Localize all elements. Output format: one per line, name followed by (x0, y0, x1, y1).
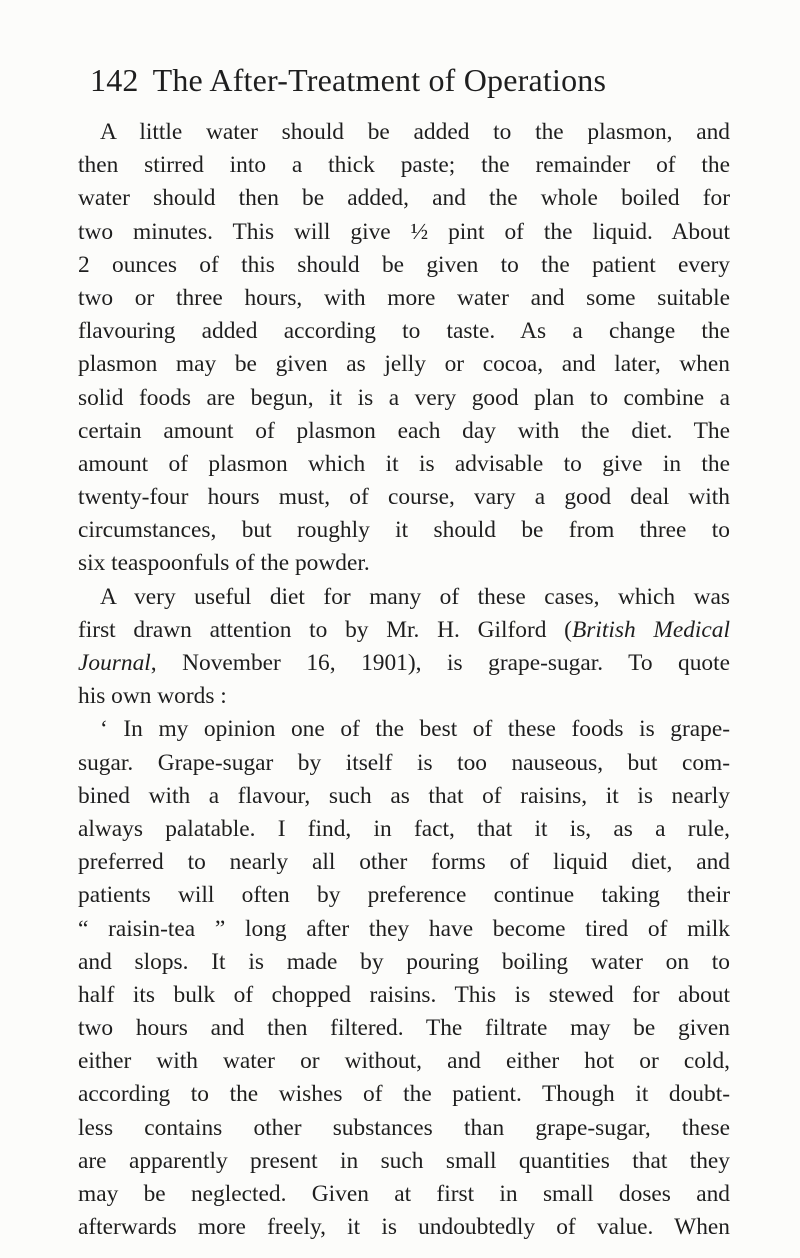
text-line: A very useful diet for many of these cases, which was (100, 583, 730, 610)
text-line: according to the wishes of the patient. Though it doubt- (78, 1081, 730, 1108)
text-line: two hours and then filtered. The filtrate may be given (78, 1015, 730, 1042)
text-line: circumstances, but roughly it should be from three to (78, 517, 730, 544)
text-line: patients will often by preference continue taking their (78, 882, 730, 909)
text-line: amount of plasmon which it is advisable to give in the (78, 450, 730, 477)
running-title: The After-Treatment of Operations (152, 62, 607, 98)
text-line: two minutes. This will give ½ pint of the liquid. About (78, 218, 730, 245)
text-line: may be neglected. Given at first in small doses and (78, 1181, 730, 1207)
text-line: bined with a flavour, such as that of raisins, it is nearly (78, 782, 730, 809)
running-head (90, 60, 720, 100)
text-line: flavouring added according to taste. As a change the (78, 318, 730, 345)
text-line: either with water or without, and either hot or cold, (78, 1048, 730, 1075)
text-line: afterwards more freely, it is undoubtedly of value. When (78, 1214, 730, 1241)
text-line: his own words : (78, 683, 227, 710)
text-line: always palatable. I find, in fact, that it is, as a rule, (78, 815, 730, 842)
text-line: half its bulk of chopped raisins. This is stewed for about (78, 981, 730, 1008)
text-line: preferred to nearly all other forms of liquid diet, and (78, 849, 730, 876)
text-line: “ raisin-tea ” long after they have become tired of milk (78, 915, 730, 942)
text-line: and slops. It is made by pouring boiling water on to (78, 948, 730, 975)
text-line: are apparently present in such small quantities that they (78, 1147, 730, 1174)
body-text (78, 116, 730, 1244)
text-line: ‘ In my opinion one of the best of these foods is grape- (100, 716, 730, 743)
text-line: A little water should be added to the plasmon, and (100, 119, 730, 145)
text-line: water should then be added, and the whole boiled for (78, 185, 730, 212)
text-line: plasmon may be given as jelly or cocoa, and later, when (78, 351, 730, 378)
text-line: less contains other substances than grape-sugar, these (78, 1114, 730, 1141)
page-number: 142 (90, 62, 139, 98)
text-line: sugar. Grape-sugar by itself is too nauseous, but com- (78, 749, 730, 776)
text-line: then stirred into a thick paste; the remainder of the (78, 152, 730, 179)
text-line: 2 ounces of this should be given to the patient every (78, 251, 730, 278)
text-line: certain amount of plasmon each day with the diet. The (78, 417, 730, 444)
text-line: Journal, November 16, 1901), is grape-sugar. To quote (78, 650, 730, 676)
text-line: first drawn attention to by Mr. H. Gilford (British Medical (78, 616, 730, 643)
text-line: twenty-four hours must, of course, vary a good deal with (78, 484, 730, 511)
text-line: two or three hours, with more water and some suitable (78, 284, 730, 311)
text-line: solid foods are begun, it is a very good plan to combine a (78, 384, 730, 411)
text-line: six teaspoonfuls of the powder. (78, 550, 370, 577)
